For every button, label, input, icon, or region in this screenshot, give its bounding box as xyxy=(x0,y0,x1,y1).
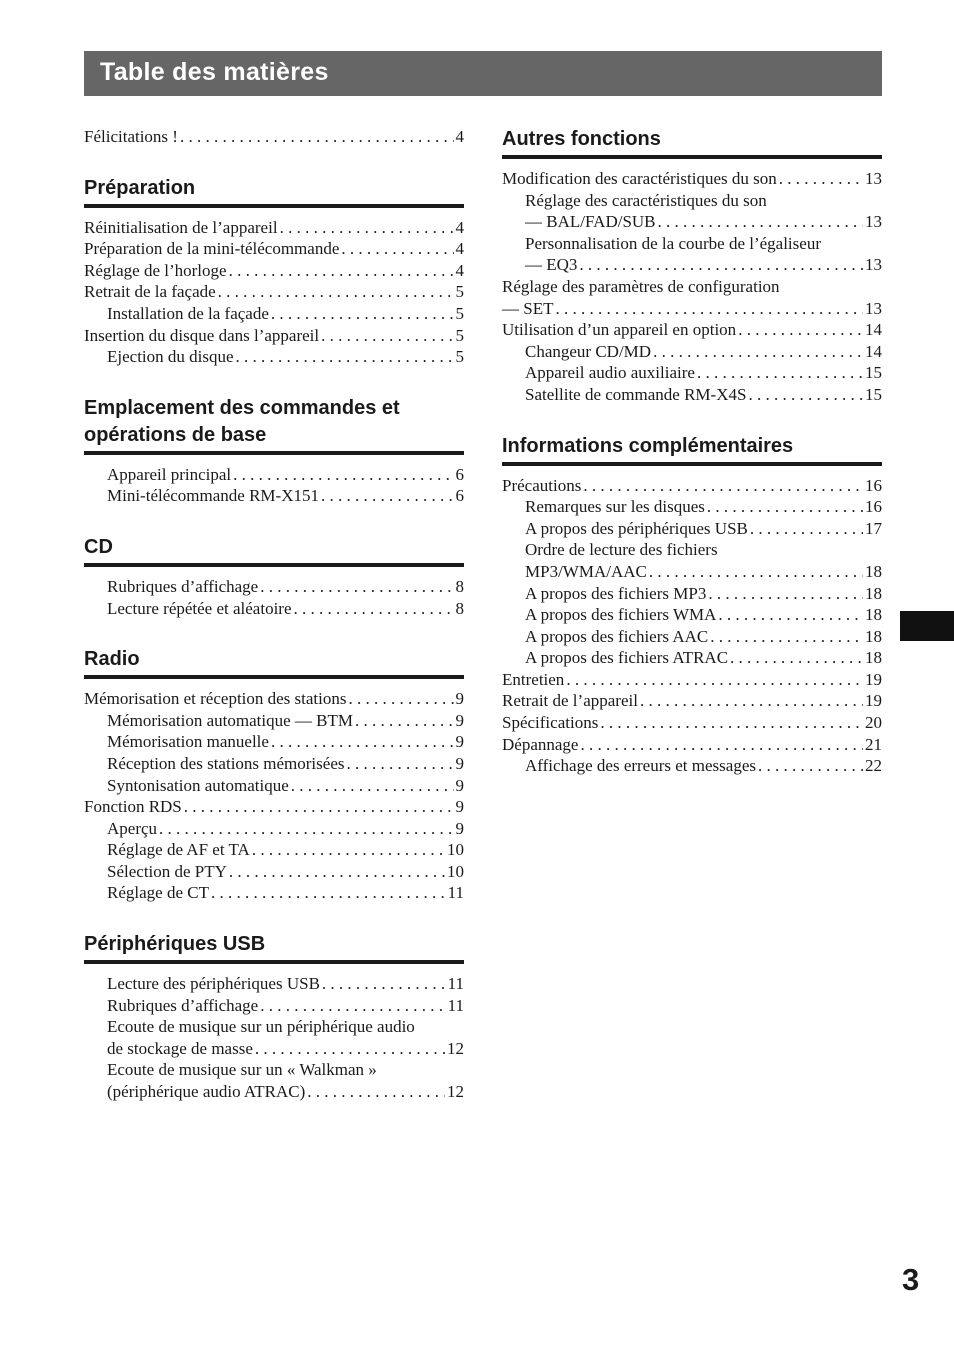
section-title: CD xyxy=(84,534,464,567)
toc-entry-page: 4 xyxy=(455,239,464,259)
title-banner xyxy=(84,51,882,96)
toc-entry[interactable] xyxy=(502,561,882,583)
toc-entry[interactable] xyxy=(84,346,464,368)
toc-entry-text: Réception des stations mémorisées xyxy=(107,753,345,773)
dot-leader xyxy=(555,298,863,320)
toc-entry-text: Mémorisation manuelle xyxy=(107,732,269,752)
toc-entry[interactable] xyxy=(502,604,882,626)
toc-entry-text: Syntonisation automatique xyxy=(107,775,289,795)
toc-entry-page: 9 xyxy=(455,818,464,838)
section-usb xyxy=(84,931,464,1103)
toc-entry[interactable] xyxy=(502,518,882,540)
dot-leader xyxy=(294,598,454,620)
toc-entry-text: Spécifications xyxy=(502,713,599,733)
section-title-line2: opérations de base xyxy=(84,423,267,446)
toc-entry[interactable] xyxy=(502,298,882,320)
dot-leader xyxy=(291,775,454,797)
toc-entry-text: A propos des fichiers AAC xyxy=(525,626,709,646)
toc-entry-page: 4 xyxy=(455,127,464,146)
dot-leader xyxy=(580,734,863,756)
toc-entry[interactable] xyxy=(502,690,882,712)
dot-leader xyxy=(321,485,454,507)
toc-entry[interactable] xyxy=(84,1038,464,1060)
section-title: Informations complémentaires xyxy=(502,433,882,466)
toc-entry-text: Modification des caractéristiques du son xyxy=(502,169,777,188)
dot-leader xyxy=(708,583,863,605)
toc-entry-text: Réglage de AF et TA xyxy=(107,840,250,860)
toc-entry[interactable] xyxy=(84,576,464,598)
toc-entry-page: 6 xyxy=(455,486,464,506)
toc-entry-text: Utilisation d’un appareil en option xyxy=(502,320,737,340)
toc-entry-text: Mini-télécommande RM-X151 xyxy=(107,486,319,506)
toc-entry-text: Mémorisation et réception des stations xyxy=(84,689,347,709)
toc-entry[interactable] xyxy=(84,281,464,303)
dot-leader xyxy=(260,576,453,598)
toc-entry-text: Entretien xyxy=(502,669,565,689)
toc-entry-page: 20 xyxy=(865,713,882,733)
dot-leader xyxy=(271,303,454,325)
toc-entry[interactable] xyxy=(502,647,882,669)
toc-entry-text: Appareil audio auxiliaire xyxy=(525,363,695,383)
toc-entry-page: 13 xyxy=(865,255,882,275)
dot-leader xyxy=(758,755,863,777)
toc-entry-page: 18 xyxy=(865,626,882,646)
toc-entry-text: Aperçu xyxy=(107,818,158,838)
toc-entry-text: A propos des périphériques USB xyxy=(525,518,748,538)
toc-entry-page: 10 xyxy=(447,861,464,881)
toc-entry-line1[interactable]: Ordre de lecture des fichiers xyxy=(525,540,718,560)
toc-entry-text: Sélection de PTY xyxy=(107,861,227,881)
toc-entry[interactable] xyxy=(84,688,464,710)
toc-entry-page: 10 xyxy=(447,840,464,860)
toc-entry-text: Fonction RDS xyxy=(84,797,182,817)
toc-entry-page: 13 xyxy=(865,212,882,232)
toc-entry-text: MP3/WMA/AAC xyxy=(525,561,647,581)
dot-leader xyxy=(583,475,863,497)
dot-leader xyxy=(236,346,454,368)
dot-leader xyxy=(653,341,863,363)
dot-leader xyxy=(218,281,454,303)
toc-entry-text: Affichage des erreurs et messages xyxy=(525,756,756,776)
dot-leader xyxy=(730,647,863,669)
toc-entry-page: 21 xyxy=(865,734,882,754)
toc-entry[interactable] xyxy=(84,1081,464,1103)
toc-entry-text: Réglage de CT xyxy=(107,883,209,903)
toc-entry-page: 14 xyxy=(865,341,882,361)
dot-leader xyxy=(280,217,454,239)
toc-entry-text: Mémorisation automatique — BTM xyxy=(107,710,353,730)
toc-entry-text: A propos des fichiers WMA xyxy=(525,605,717,625)
toc-entry-page: 8 xyxy=(455,598,464,618)
dot-leader xyxy=(600,712,863,734)
toc-entry-text: Réglage de l’horloge xyxy=(84,260,227,280)
toc-entry-text: Rubriques d’affichage xyxy=(107,576,259,596)
toc-entry[interactable] xyxy=(84,995,464,1017)
toc-entry-text: — EQ3 xyxy=(525,255,578,275)
toc-entry-page: 13 xyxy=(865,169,882,188)
toc-entry-page: 12 xyxy=(447,1038,464,1058)
toc-entry[interactable] xyxy=(502,669,882,691)
toc-entry-page: 19 xyxy=(865,691,882,711)
dot-leader xyxy=(184,796,454,818)
toc-entry[interactable] xyxy=(502,475,882,497)
toc-entry-page: 11 xyxy=(447,974,464,994)
toc-entry[interactable] xyxy=(84,882,464,904)
toc-entry[interactable] xyxy=(502,254,882,276)
dot-leader xyxy=(260,995,445,1017)
toc-entry[interactable] xyxy=(502,319,882,341)
toc-entry[interactable] xyxy=(502,734,882,756)
toc-entry-page: 18 xyxy=(865,648,882,668)
toc-entry-page: 5 xyxy=(455,347,464,367)
toc-entry-page: 18 xyxy=(865,583,882,603)
toc-entry-text: Changeur CD/MD xyxy=(525,341,652,361)
section-title: Radio xyxy=(84,646,464,679)
toc-entry-line1[interactable]: Personnalisation de la courbe de l’égaliseur xyxy=(525,233,821,253)
toc-entry-text: Réinitialisation de l’appareil xyxy=(84,217,278,237)
section-commands xyxy=(84,395,464,507)
toc-entry[interactable] xyxy=(84,710,464,732)
toc-entry[interactable] xyxy=(502,496,882,518)
toc-entry-page: 12 xyxy=(447,1082,464,1102)
page-title: Table des matières xyxy=(100,58,329,86)
toc-entry[interactable] xyxy=(502,341,882,363)
toc-entry-text: Insertion du disque dans l’appareil xyxy=(84,325,320,345)
section-cd xyxy=(84,534,464,619)
toc-right-column xyxy=(502,126,882,777)
toc-entry[interactable] xyxy=(84,973,464,995)
toc-entry-text: Précautions xyxy=(502,475,582,495)
toc-entry-page: 18 xyxy=(865,605,882,625)
toc-entry[interactable] xyxy=(502,626,882,648)
toc-entry-text: — SET xyxy=(502,298,554,318)
toc-entry-text: Remarques sur les disques xyxy=(525,497,705,517)
dot-leader xyxy=(697,362,863,384)
toc-entry[interactable] xyxy=(502,755,882,777)
section-autres-fonctions xyxy=(502,126,882,406)
dot-leader xyxy=(341,238,453,260)
chapter-tab-marker xyxy=(900,611,954,641)
dot-leader xyxy=(159,818,453,840)
toc-entry[interactable] xyxy=(84,861,464,883)
toc-entry-text: (périphérique audio ATRAC) xyxy=(107,1082,306,1102)
toc-entry-page: 19 xyxy=(865,669,882,689)
toc-entry-page: 6 xyxy=(455,464,464,484)
toc-entry[interactable] xyxy=(502,712,882,734)
dot-leader xyxy=(658,211,863,233)
toc-entry-page: 15 xyxy=(865,384,882,404)
toc-entry-text: Satellite de commande RM-X4S xyxy=(525,384,747,404)
toc-entry-page: 9 xyxy=(455,710,464,730)
dot-leader xyxy=(307,1081,445,1103)
toc-entry[interactable] xyxy=(84,485,464,507)
toc-entry-page: 11 xyxy=(447,883,464,903)
toc-entry-text: de stockage de masse xyxy=(107,1038,253,1058)
toc-entry[interactable] xyxy=(84,464,464,486)
dot-leader xyxy=(738,319,863,341)
toc-entry-page: 9 xyxy=(455,797,464,817)
toc-entry-page: 16 xyxy=(865,475,882,495)
toc-entry-line1[interactable]: Ecoute de musique sur un périphérique audio xyxy=(107,1017,415,1037)
section-preparation xyxy=(84,175,464,368)
toc-entry-page: 11 xyxy=(447,995,464,1015)
toc-entry[interactable] xyxy=(502,583,882,605)
dot-leader xyxy=(252,839,445,861)
dot-leader xyxy=(779,168,863,190)
dot-leader xyxy=(748,384,863,406)
section-informations xyxy=(502,433,882,777)
toc-entry[interactable] xyxy=(84,753,464,775)
toc-entry-page: 5 xyxy=(455,325,464,345)
dot-leader xyxy=(718,604,863,626)
dot-leader xyxy=(355,710,454,732)
toc-entry-text: Préparation de la mini-télécommande xyxy=(84,239,340,259)
toc-entry-page: 16 xyxy=(865,497,882,517)
toc-entry-page: 5 xyxy=(455,282,464,302)
toc-entry[interactable] xyxy=(84,731,464,753)
dot-leader xyxy=(707,496,863,518)
toc-entry-text: A propos des fichiers ATRAC xyxy=(525,648,729,668)
section-title-line1: Emplacement des commandes et xyxy=(84,396,400,419)
toc-entry-text: Lecture des périphériques USB xyxy=(107,974,320,994)
toc-left-column xyxy=(84,126,464,1103)
toc-entry[interactable] xyxy=(84,260,464,282)
toc-entry-page: 22 xyxy=(865,756,882,776)
toc-entry[interactable] xyxy=(84,325,464,347)
dot-leader xyxy=(579,254,863,276)
toc-entry-text: Ejection du disque xyxy=(107,347,234,367)
toc-entry[interactable] xyxy=(84,796,464,818)
toc-entry-text: Félicitations ! xyxy=(84,127,178,146)
toc-entry-page: 15 xyxy=(865,363,882,383)
toc-entry[interactable] xyxy=(84,303,464,325)
toc-entry-page: 5 xyxy=(455,303,464,323)
toc-entry-page: 8 xyxy=(455,576,464,596)
dot-leader xyxy=(640,690,863,712)
dot-leader xyxy=(255,1038,445,1060)
page-number: 3 xyxy=(902,1262,920,1297)
toc-entry-page: 4 xyxy=(455,217,464,237)
toc-entry-line1[interactable]: Réglage des paramètres de configuration xyxy=(502,276,780,296)
dot-leader xyxy=(180,126,454,148)
toc-entry[interactable] xyxy=(502,211,882,233)
toc-entry-text: A propos des fichiers MP3 xyxy=(525,583,707,603)
toc-entry-page: 4 xyxy=(455,260,464,280)
toc-entry-page: 13 xyxy=(865,298,882,318)
dot-leader xyxy=(233,464,453,486)
toc-entry-text: — BAL/FAD/SUB xyxy=(525,212,656,232)
toc-entry[interactable] xyxy=(502,384,882,406)
toc-entry-page: 18 xyxy=(865,561,882,581)
toc-entry-page: 9 xyxy=(455,775,464,795)
dot-leader xyxy=(750,518,863,540)
dot-leader xyxy=(271,731,454,753)
toc-entry-page: 9 xyxy=(455,732,464,752)
section-title xyxy=(84,395,464,455)
toc-entry-page: 9 xyxy=(455,689,464,709)
section-title: Préparation xyxy=(84,175,464,208)
section-radio xyxy=(84,646,464,904)
toc-entry-text: Appareil principal xyxy=(107,464,232,484)
toc-entry[interactable] xyxy=(84,217,464,239)
toc-entry-text: Installation de la façade xyxy=(107,303,269,323)
toc-entry[interactable] xyxy=(502,168,882,190)
dot-leader xyxy=(321,325,453,347)
dot-leader xyxy=(346,753,453,775)
dot-leader xyxy=(710,626,863,648)
toc-entry-text: Dépannage xyxy=(502,734,579,754)
toc-entry[interactable] xyxy=(84,775,464,797)
toc-entry-page: 17 xyxy=(865,518,882,538)
dot-leader xyxy=(229,260,454,282)
toc-entry-text: Rubriques d’affichage xyxy=(107,995,259,1015)
section-title: Autres fonctions xyxy=(502,126,882,159)
toc-entry[interactable] xyxy=(84,238,464,260)
toc-entry[interactable] xyxy=(84,126,464,148)
toc-entry[interactable] xyxy=(84,839,464,861)
dot-leader xyxy=(649,561,863,583)
dot-leader xyxy=(229,861,445,883)
toc-entry[interactable] xyxy=(84,818,464,840)
dot-leader xyxy=(211,882,446,904)
dot-leader xyxy=(566,669,863,691)
dot-leader xyxy=(349,688,454,710)
toc-entry-page: 14 xyxy=(865,320,882,340)
toc-entry[interactable] xyxy=(502,362,882,384)
toc-entry-text: Retrait de l’appareil xyxy=(502,691,638,711)
toc-entry-line1[interactable]: Réglage des caractéristiques du son xyxy=(525,190,767,210)
toc-entry-text: Lecture répétée et aléatoire xyxy=(107,598,292,618)
dot-leader xyxy=(322,973,446,995)
toc-entry-page: 9 xyxy=(455,753,464,773)
toc-entry-text: Retrait de la façade xyxy=(84,282,216,302)
toc-entry[interactable] xyxy=(84,598,464,620)
toc-entry-line1[interactable]: Ecoute de musique sur un « Walkman » xyxy=(107,1060,377,1080)
section-title: Périphériques USB xyxy=(84,931,464,964)
